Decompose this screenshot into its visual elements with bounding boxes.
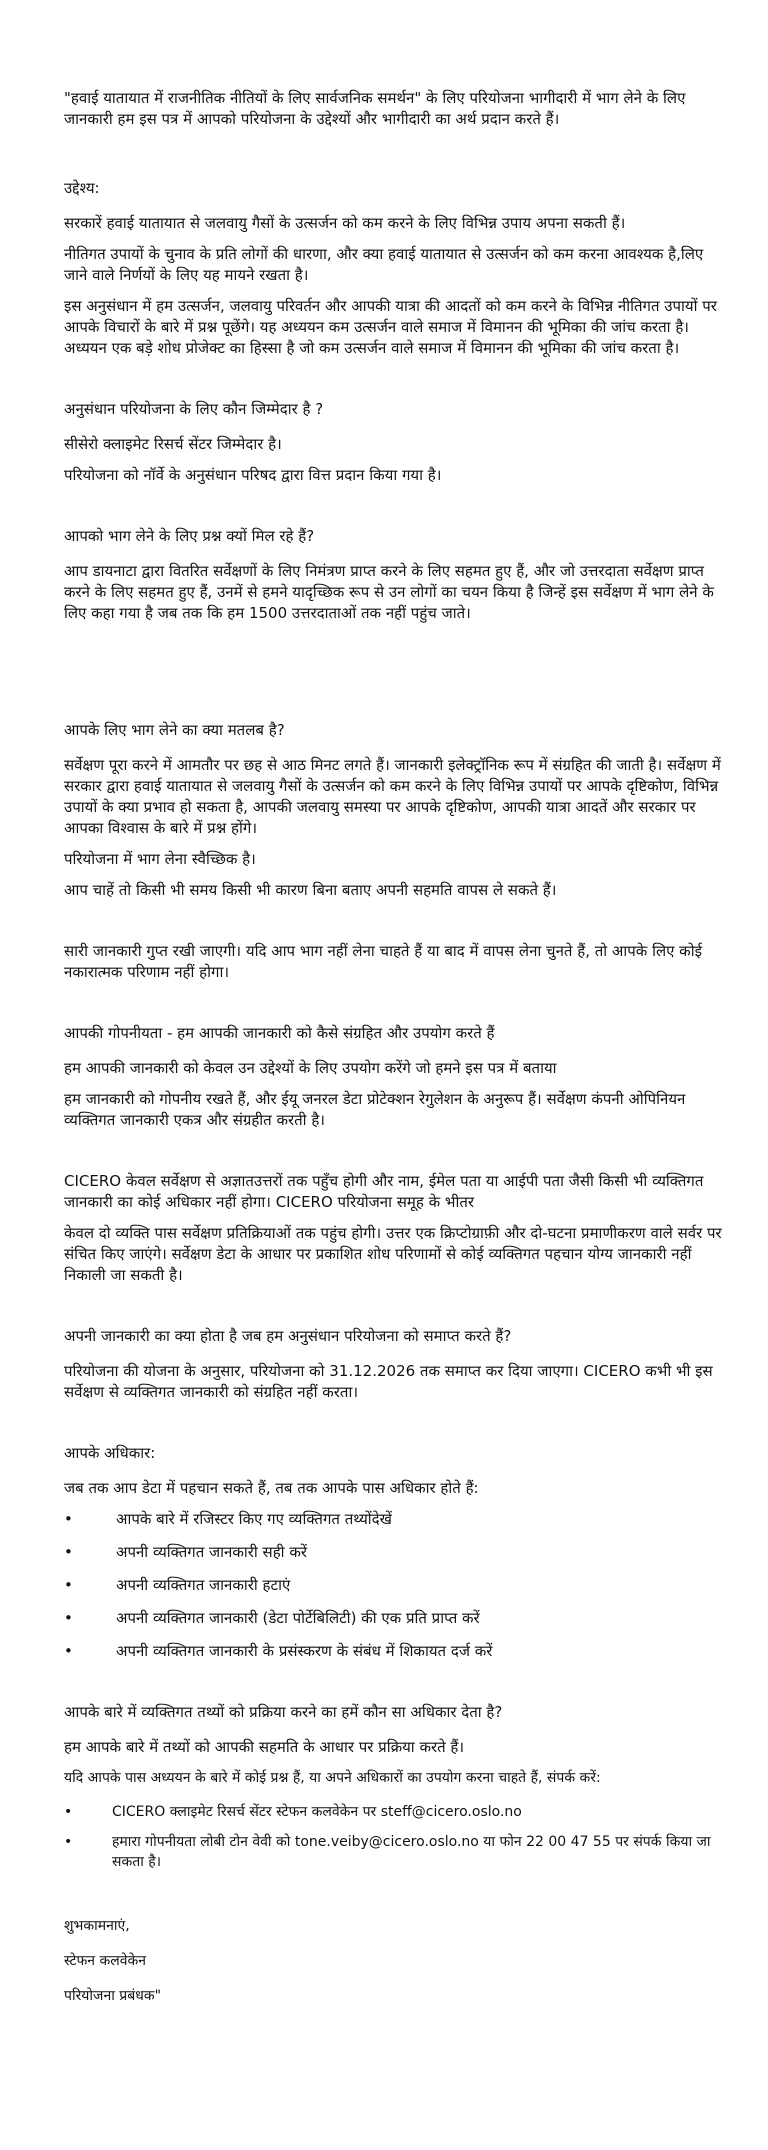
section-responsible [64,399,724,486]
list-item [64,1542,724,1563]
rights-list [64,1509,724,1662]
signer-role: परियोजना प्रबंधक" [64,1988,162,2004]
rights-item-text: अपनी व्यक्तिगत जानकारी सही करें [116,1543,307,1561]
bullet-icon: • [64,1510,73,1528]
section-why [64,526,724,624]
bullet-icon: • [64,1834,73,1850]
section-project-end [64,1326,724,1403]
rights-heading: आपके अधिकार: [64,1444,156,1462]
purpose-paragraph-2: नीतिगत उपायों के चुनाव के प्रति लोगों की धारणा, और क्या हवाई यातायात से उत्सर्जन को कम करना आवश्यक है,लिए जाने वाले निर्णयों के लिए यह मायने रखता है। [64,245,704,284]
meaning-heading: आपके लिए भाग लेने का क्या मतलब है? [64,721,285,739]
intro-paragraph: "हवाई यातायात में राजनीतिक नीतियों के लिए सार्वजनिक समर्थन" के लिए परियोजना भागीदारी में भाग लेने के लिए जानकारी हम इस पत्र में आपको परियोजना के उद्देश्यों और भागीदारी का अर्थ प्रदान करते हैं। [64,89,686,128]
rights-item-text: अपनी व्यक्तिगत जानकारी के प्रसंस्करण के संबंध में शिकायत दर्ज करें [116,1642,493,1660]
rights-item-text: अपनी व्यक्तिगत जानकारी (डेटा पोर्टेबिलिटी) की एक प्रति प्राप्त करें [116,1609,480,1627]
signer-name: स्टेफन कलवेकेन [64,1953,147,1969]
purpose-paragraph-1: सरकारें हवाई यातायात से जलवायु गैसों के उत्सर्जन को कम करने के लिए विभिन्न उपाय अपना सकती हैं। [64,214,626,232]
greeting: शुभकामनाएं, [64,1918,130,1934]
responsible-paragraph-1: सीसेरो क्लाइमेट रिसर्च सेंटर जिम्मेदार है। [64,435,282,453]
section-cicero-access [64,1171,724,1286]
bullet-icon: • [64,1576,73,1594]
rights-item-text: अपनी व्यक्तिगत जानकारी हटाएं [116,1576,291,1594]
list-item [64,1509,724,1530]
contact-list [64,1802,724,1872]
rights-item-text: आपके बारे में रजिस्टर किए गए व्यक्तिगत तथ्योंदेखें [116,1510,392,1528]
legal-paragraph-2: यदि आपके पास अध्ययन के बारे में कोई प्रश्न हैं, या अपने अधिकारों का उपयोग करना चाहते हैं, संपर्क करें: [64,1770,601,1786]
bullet-icon: • [64,1543,73,1561]
list-item [64,1802,724,1822]
legal-heading: आपके बारे में व्यक्तिगत तथ्यों को प्रक्रिया करने का हमें कौन सा अधिकार देता है? [64,1703,503,1721]
purpose-heading: उद्देश्य: [64,179,100,197]
section-privacy [64,1023,724,1131]
meaning-paragraph-1: सर्वेक्षण पूरा करने में आमतौर पर छह से आठ मिनट लगते हैं। जानकारी इलेक्ट्रॉनिक रूप में संग्रहित की जाती है। सर्वेक्षण में सरकार द्वारा हवाई यातायात से जलवायु गैसों के उत्सर्जन को कम करने के लिए विभिन्न उपायों पर आपके दृष्टिकोण, विभिन्न उपायों के क्या प्रभाव हो सकता है, आपकी जलवायु समस्या पर आपके दृष्टिकोण, आपकी यात्रा आदतें और सरकार पर आपका विश्वास के बारे में प्रश्न होंगे। [64,756,721,837]
cicero-paragraph-2: केवल दो व्यक्ति पास सर्वेक्षण प्रतिक्रियाओं तक पहुंच होगी। उत्तर एक क्रिप्टोग्राफ़ी और दो-घटना प्रमाणीकरण वाले सर्वर पर संचित किए जाएंगे। सर्वेक्षण डेटा के आधार पर प्रकाशित शोध परिणामों से कोई व्यक्तिगत पहचान योग्य जानकारी नहीं निकाली जा सकती है। [64,1224,722,1284]
contact-text: CICERO क्लाइमेट रिसर्च सेंटर स्टेफन कलवेकेन पर steff@cicero.oslo.no [112,1804,522,1820]
bullet-icon: • [64,1642,73,1660]
rights-paragraph: जब तक आप डेटा में पहचान सकते हैं, तब तक आपके पास अधिकार होते हैं: [64,1479,479,1497]
bullet-icon: • [64,1804,73,1820]
signature-block [64,1916,724,2007]
section-legal-basis [64,1702,724,1872]
section-meaning [64,720,724,901]
privacy-paragraph-1: हम आपकी जानकारी को केवल उन उद्देश्यों के लिए उपयोग करेंगे जो हमने इस पत्र में बताया [64,1059,557,1077]
end-paragraph: परियोजना की योजना के अनुसार, परियोजना को 31.12.2026 तक समाप्त कर दिया जाएगा। CICERO कभी भी इस सर्वेक्षण से व्यक्तिगत जानकारी को संग्रहित नहीं करता। [64,1362,713,1401]
list-item [64,1641,724,1662]
end-heading: अपनी जानकारी का क्या होता है जब हम अनुसंधान परियोजना को समाप्त करते हैं? [64,1327,512,1345]
list-item [64,1608,724,1629]
responsible-heading: अनुसंधान परियोजना के लिए कौन जिम्मेदार है ? [64,400,324,418]
why-heading: आपको भाग लेने के लिए प्रश्न क्यों मिल रहे हैं? [64,527,315,545]
privacy-paragraph-2: हम जानकारी को गोपनीय रखते हैं, और ईयू जनरल डेटा प्रोटेक्शन रेगुलेशन के अनुरूप हैं। सर्वेक्षण कंपनी ओपिनियन व्यक्तिगत जानकारी एकत्र और संग्रहीत करती है। [64,1090,686,1129]
section-purpose [64,178,724,359]
meaning-paragraph-3: आप चाहें तो किसी भी समय किसी भी कारण बिना बताए अपनी सहमति वापस ले सकते हैं। [64,881,557,899]
confidential-paragraph: सारी जानकारी गुप्त रखी जाएगी। यदि आप भाग नहीं लेना चाहते हैं या बाद में वापस लेना चुनते हैं, तो आपके लिए कोई नकारात्मक परिणाम नहीं होगा। [64,942,702,981]
responsible-paragraph-2: परियोजना को नॉर्वे के अनुसंधान परिषद द्वारा वित्त प्रदान किया गया है। [64,466,442,484]
meaning-paragraph-2: परियोजना में भाग लेना स्वैच्छिक है। [64,850,256,868]
contact-text: हमारा गोपनीयता लोबी टोन वेवी को tone.veiby@cicero.oslo.no या फोन 22 00 47 55 पर संपर्क किया जा सकता है। [112,1834,711,1870]
purpose-paragraph-3: इस अनुसंधान में हम उत्सर्जन, जलवायु परिवर्तन और आपकी यात्रा की आदतों को कम करने के विभिन्न नीतिगत उपायों पर आपके विचारों के बारे में प्रश्न पूछेंगे। यह अध्ययन कम उत्सर्जन वाले समाज में विमानन की भूमिका की जांच करता है।अध्ययन एक बड़े शोध प्रोजेक्ट का हिस्सा है जो कम उत्सर्जन वाले समाज में विमानन की भूमिका की जांच करता है। [64,297,717,357]
why-paragraph: आप डायनाटा द्वारा वितरित सर्वेक्षणों के लिए निमंत्रण प्राप्त करने के लिए सहमत हुए हैं, और जो उत्तरदाता सर्वेक्षण प्राप्त करने के लिए सहमत हुए हैं, उनमें से हमने यादृच्छिक रूप से उन लोगों का चयन किया है जिन्हें इस सर्वेक्षण में भाग लेने के लिए कहा गया है जब तक कि हम 1500 उत्तरदाताओं तक नहीं पहुंच जाते। [64,562,714,622]
bullet-icon: • [64,1609,73,1627]
consent-letter [64,88,724,2021]
legal-paragraph-1: हम आपके बारे में तथ्यों को आपकी सहमति के आधार पर प्रक्रिया करते हैं। [64,1738,465,1756]
list-item [64,1832,724,1872]
section-rights [64,1443,724,1662]
cicero-paragraph-1: CICERO केवल सर्वेक्षण से अज्ञातउत्तरों तक पहुँच होगी और नाम, ईमेल पता या आईपी पता जैसी किसी भी व्यक्तिगत जानकारी का कोई अधिकार नहीं होगा। CICERO परियोजना समूह के भीतर [64,1172,704,1211]
list-item [64,1575,724,1596]
privacy-heading: आपकी गोपनीयता - हम आपकी जानकारी को कैसे संग्रहित और उपयोग करते हैं [64,1024,495,1042]
